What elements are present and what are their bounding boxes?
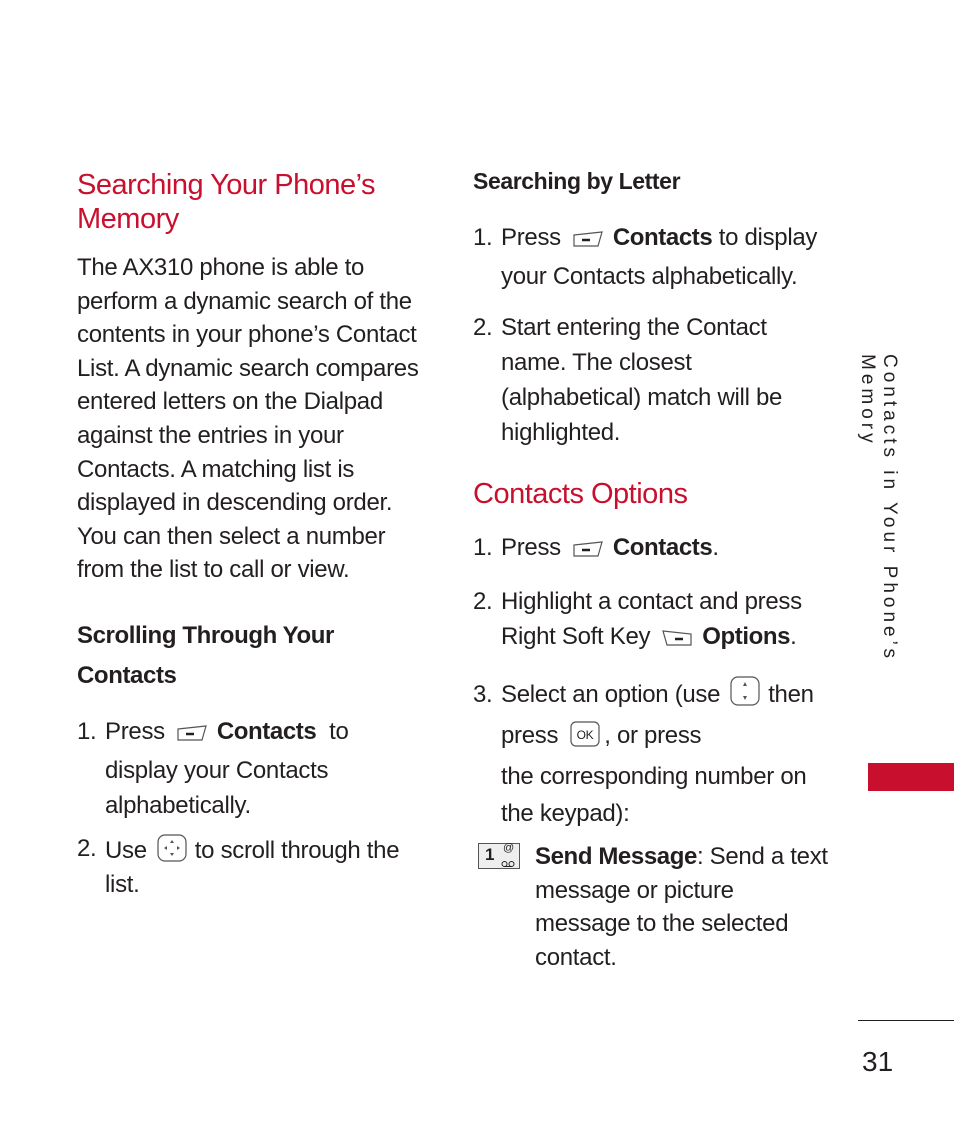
step-text: , or press — [604, 722, 702, 749]
description-text: contact. — [535, 943, 617, 971]
page-title: Searching Your Phone’s Memory — [77, 169, 376, 235]
right-step-2 — [473, 310, 833, 450]
step-text: display your Contacts — [105, 757, 329, 784]
options-label: Options — [702, 623, 791, 650]
step-text: Highlight a contact and press — [501, 588, 802, 615]
step-text: the corresponding number on — [501, 763, 807, 790]
send-message-description — [535, 840, 845, 974]
step-text: (alphabetical) match will be — [501, 384, 783, 411]
subheading-line-1: Scrolling Through Your — [77, 622, 334, 649]
step-text: your Contacts alphabetically. — [501, 263, 798, 290]
step-number: 2. — [77, 835, 97, 862]
step-text: Press — [501, 534, 561, 561]
step-text: Right Soft Key — [501, 623, 651, 650]
navigation-key-icon — [157, 834, 187, 870]
description-text: message to the selected — [535, 910, 789, 938]
step-text: Use — [105, 837, 147, 864]
left-step-2 — [77, 834, 427, 900]
chapter-side-tab: Contacts in Your Phone’s Memory — [857, 354, 900, 662]
step-text: press — [501, 722, 559, 749]
footer-divider — [858, 1020, 954, 1021]
options-step-2 — [473, 584, 833, 658]
step-text: Select an option (use — [501, 681, 721, 708]
step-text: the keypad): — [501, 800, 630, 827]
step-text: to — [329, 718, 349, 745]
step-text: . — [712, 534, 719, 561]
step-text: name. The closest — [501, 349, 692, 376]
send-message-label: Send Message — [535, 843, 697, 870]
contacts-label: Contacts — [612, 534, 713, 561]
section-title-contacts-options: Contacts Options — [473, 478, 688, 510]
key-symbol: @ — [503, 842, 515, 854]
step-number: 1. — [473, 534, 493, 561]
contacts-label: Contacts — [216, 718, 317, 745]
step-text: to scroll through the — [194, 837, 400, 864]
step-number: 3. — [473, 681, 493, 708]
right-soft-key-icon — [660, 623, 694, 658]
right-step-1 — [473, 220, 833, 294]
step-number: 2. — [473, 314, 493, 341]
key-number: 1 — [485, 845, 495, 864]
ok-key-icon — [570, 721, 600, 758]
intro-paragraph: The AX310 phone is able to perform a dynamic search of the contents in your phone’s Contact List. A dynamic search compares entered letters on the Dialpad against the entries in your Contacts. A matching list is displayed in descending order. You can then select a number from the list to call or view. — [77, 254, 419, 584]
subheading-searching-by-letter: Searching by Letter — [473, 168, 681, 194]
description-text: message or picture — [535, 876, 734, 904]
up-down-key-icon — [730, 676, 760, 717]
left-soft-key-icon — [571, 224, 605, 259]
step-text: to display — [718, 224, 818, 251]
options-step-3 — [473, 676, 843, 832]
step-number: 2. — [473, 588, 493, 615]
step-text: highlighted. — [501, 419, 621, 446]
step-text: Start entering the Contact — [501, 314, 767, 341]
step-text: Press — [105, 718, 165, 745]
step-text: alphabetically. — [105, 792, 251, 819]
step-text: Press — [501, 224, 561, 251]
chapter-marker — [868, 763, 954, 791]
step-number: 1. — [77, 718, 97, 745]
step-number: 1. — [473, 224, 493, 251]
left-step-1 — [77, 714, 427, 823]
page-number: 31 — [862, 1046, 894, 1077]
left-soft-key-icon — [571, 534, 605, 569]
svg-text:OK: OK — [576, 728, 594, 742]
keypad-1-icon — [478, 843, 520, 869]
options-step-1 — [473, 530, 833, 569]
contacts-label: Contacts — [612, 224, 713, 251]
step-text: . — [790, 623, 797, 650]
step-text: then — [768, 681, 814, 708]
left-soft-key-icon — [175, 718, 209, 753]
voicemail-icon — [501, 855, 515, 873]
subheading-scrolling — [77, 616, 407, 696]
subheading-line-2: Contacts — [77, 662, 177, 689]
description-text: : Send a text — [696, 843, 828, 870]
step-text: list. — [105, 871, 140, 898]
